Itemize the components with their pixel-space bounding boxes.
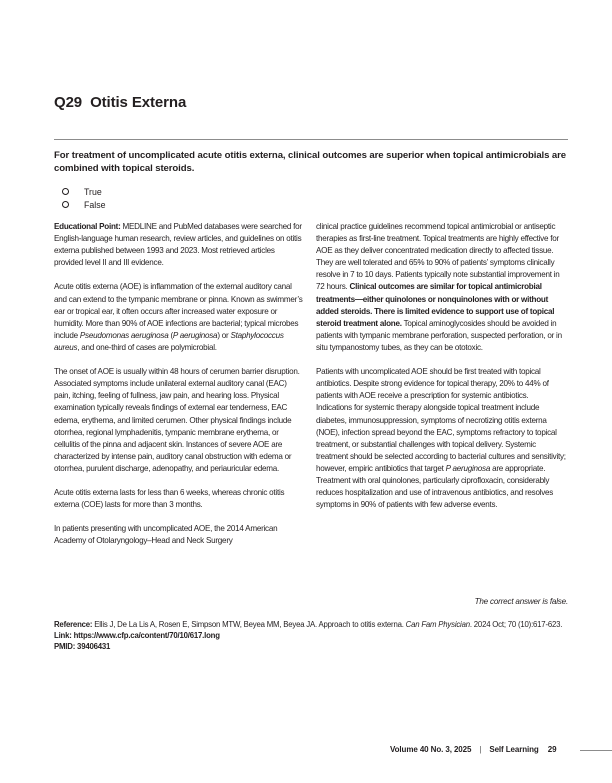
organism-name: P aeruginosa (445, 463, 491, 473)
option-label: False (84, 199, 106, 210)
footer-volume: Volume 40 No. 3, 2025 (390, 745, 472, 754)
organism-name: Staphylococcus aureus (54, 330, 284, 352)
paragraph-definition (54, 281, 304, 354)
page-number: 29 (547, 745, 557, 754)
option-false[interactable] (62, 198, 106, 211)
option-true[interactable] (62, 185, 106, 198)
footer-section: Self Learning (489, 745, 539, 754)
paragraph-text: ) or (217, 330, 231, 340)
question-topic: Otitis Externa (90, 94, 187, 111)
body-column-right (316, 221, 566, 523)
paragraph-systemic (316, 366, 566, 511)
paragraph-guidelines-start: In patients presenting with uncomplicated AOE, the 2014 American Academy of Otolaryngology–Head and Neck Surgery (54, 524, 278, 546)
reference-citation: . 2024 Oct; 70 (10):617-623. (469, 620, 563, 629)
key-finding: Clinical outcomes are similar for topical antimicrobial treatments—either quinolones or nonquinolones with or without added steroids. There is limited evidence to support use of topical steroid treatment alone. (316, 282, 555, 328)
answer-options (62, 185, 106, 211)
question-number: Q29 (54, 94, 83, 111)
paragraph-text: ( (168, 330, 173, 340)
radio-icon[interactable] (62, 201, 69, 208)
paragraph-text: Topical aminoglycosides should be avoided in patients with tympanic membrane perforation, suspected perforation, or in situ tympanostomy tubes, as they can be ototoxic. (316, 318, 562, 352)
organism-name: Pseudomonas aeruginosa (79, 330, 169, 340)
organism-name: P aeruginosa (172, 330, 218, 340)
page-footer (390, 745, 556, 754)
paragraph-educational-point (54, 221, 304, 269)
page-title (54, 94, 186, 111)
paragraph-duration: Acute otitis externa lasts for less than 6 weeks, whereas chronic otitis externa (COE) lasts for more than 3 months. (54, 488, 285, 510)
link-line[interactable] (54, 630, 574, 641)
option-label: True (84, 186, 102, 197)
paragraph-text: Patients with uncomplicated AOE should be first treated with topical antibiotics. Despite strong evidence for topical therapy, 20% to 44% of patients with AOE receive a prescription for systemic antibiotics. Indications for systemic therapy alongside topical treatment include diabetes, immunosuppression, symptoms of necrotizing otitis externa (NOE), infection spread beyond the EAC, symptoms refractory to topical treatment, or substantial challenges with topical delivery. Systemic treatment should be selected according to bacterial cultures and sensitivity; however, empiric antibiotics that target (316, 367, 566, 473)
reference-link[interactable]: https://www.cfp.ca/content/70/10/617.long (71, 631, 220, 641)
radio-icon[interactable] (62, 188, 69, 195)
question-stem: For treatment of uncomplicated acute otitis externa, clinical outcomes are superior when topical antimicrobials are combined with topical steroids. (54, 150, 567, 174)
references (54, 619, 574, 653)
paragraph-text: , and one-third of cases are polymicrobial. (77, 342, 217, 352)
educational-point-label: Educational Point: (54, 222, 121, 231)
footer-separator: | (479, 745, 482, 754)
paragraph-text: MEDLINE and PubMed databases were searched for English-language human research, review articles, and guidelines on otitis externa published between 1993 and 2023. Most retrieved articles provided level II and III evidence. (54, 222, 302, 268)
paragraph-treatment (316, 221, 566, 354)
reference-label: Reference: (54, 620, 93, 629)
pmid-label: PMID: (54, 642, 76, 652)
body-column-left (54, 221, 304, 560)
reference-text: Ellis J, De La Lis A, Rosen E, Simpson MTW, Beyea MM, Beyea JA. Approach to otitis externa. (92, 620, 406, 629)
footer-rule (580, 750, 612, 751)
paragraph-symptoms: The onset of AOE is usually within 48 hours of cerumen barrier disruption. Associated symptoms include unilateral external auditory canal (EAC) pain, itching, feeling of fullness, jaw pain, and hearing loss. Physical examination typically reveals findings of external ear tenderness, EAC edema, erythema, and limited cerumen. Other physical findings include otorrhea, regional lymphadenitis, tympanic membrane erythema, or cellulitis of the pinna and adjacent skin. Instances of severe AOE are characterized by intense pain, auditory canal obstruction with edema or otorrhea, purulent discharge, adenopathy, and periauricular edema. (54, 367, 300, 473)
paragraph-text: Acute otitis externa (AOE) is inflammation of the external auditory canal and can extend to the tympanic membrane or pinna. Known as swimmer’s ear or tropical ear, it often occurs after increased water exposure or humidity. More than 90% of AOE infections are bacterial; typical microbes include (54, 282, 303, 340)
paragraph-text: clinical practice guidelines recommend topical antimicrobial or antiseptic therapies as first-line treatment. Topical treatments are highly effective for AOE as they deliver concentrated medication directly to affected tissue. They are well tolerated and 65% to 90% of patients’ symptoms clinically resolve in 7 to 10 days. Patients typically note substantial improvement in 72 hours. (316, 222, 560, 292)
pmid-value: 39406431 (75, 642, 111, 652)
pmid-line (54, 641, 574, 652)
link-label: Link: (54, 631, 72, 641)
title-divider (54, 139, 568, 140)
reference-line (54, 619, 574, 630)
journal-name: Can Fam Physician (405, 620, 470, 629)
paragraph-text: are appropriate. Treatment with oral quinolones, particularly ciprofloxacin, considerably reduces hospitalization and use of intravenous antibiotics, and resolves symptoms in 90% of patients with few adverse events. (316, 463, 554, 510)
correct-answer: The correct answer is false. (474, 597, 568, 606)
